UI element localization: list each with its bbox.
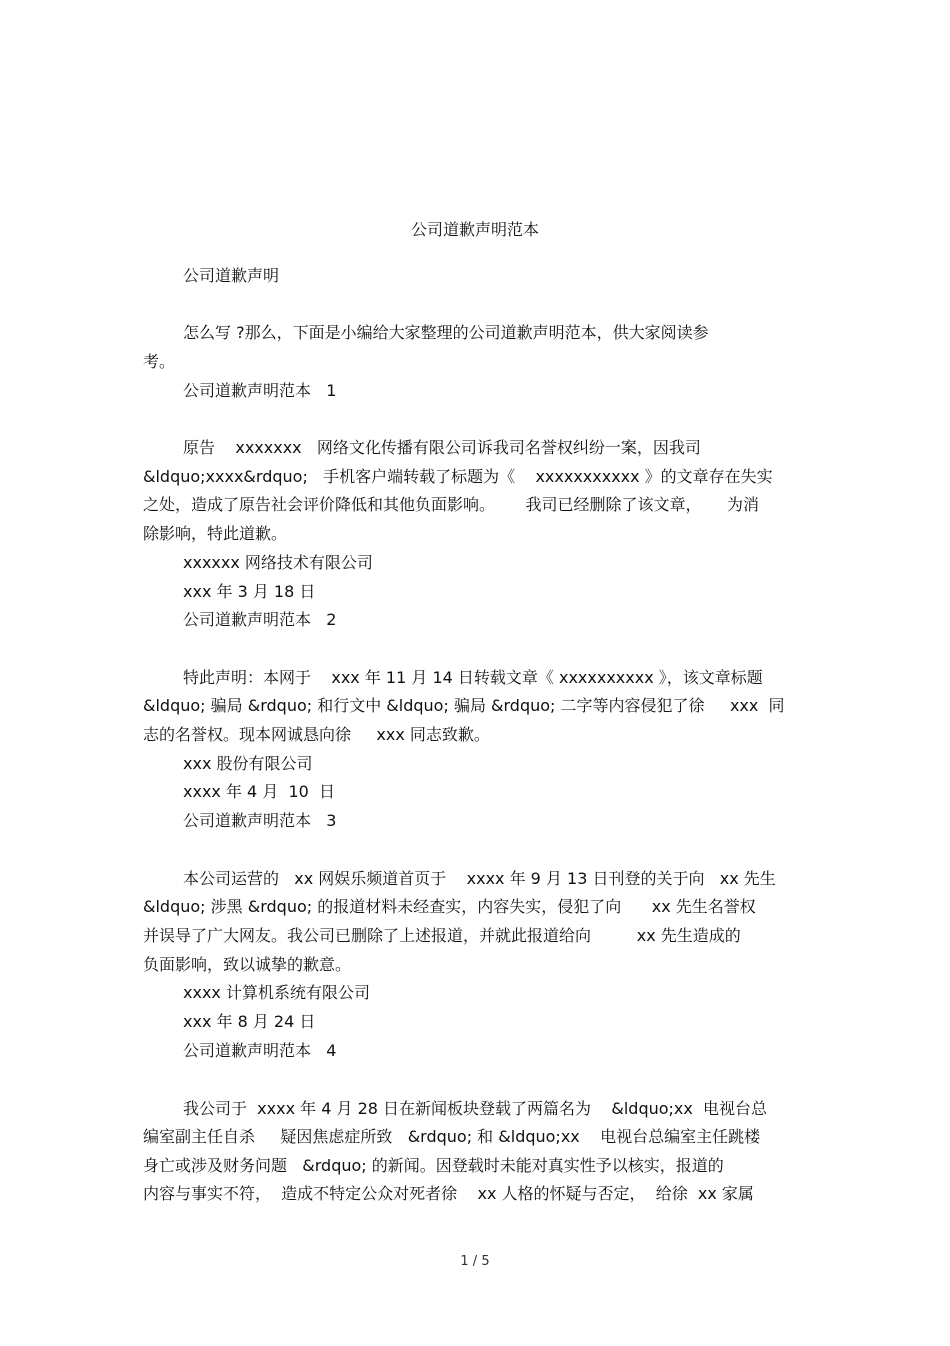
text-line: 并误导了广大网友。我公司已删除了上述报道，并就此报道给向 xx 先生造成的 — [143, 926, 741, 945]
section-heading: 公司道歉声明范本 1 — [183, 381, 337, 400]
text-line: 除影响，特此道歉。 — [143, 524, 288, 543]
text-line: 我公司于 xxxx 年 4 月 28 日在新闻板块登载了两篇名为 &ldquo;xx 电视台总 — [183, 1099, 768, 1118]
text-line: &ldquo; 骗局 &rdquo; 和行文中 &ldquo; 骗局 &rdquo; 二字等内容侵犯了徐 xxx 同 — [143, 696, 785, 715]
section-heading: 公司道歉声明范本 4 — [183, 1041, 337, 1060]
text-line: 志的名誉权。现本网诚恳向徐 xxx 同志致歉。 — [143, 725, 490, 744]
text-line: 怎么写 ?那么，下面是小编给大家整理的公司道歉声明范本，供大家阅读参 — [183, 323, 709, 342]
signature-company: xxx 股份有限公司 — [183, 754, 313, 773]
signature-company: xxxxxx 网络技术有限公司 — [183, 553, 373, 572]
signature-date: xxx 年 8 月 24 日 — [183, 1012, 316, 1031]
signature-date: xxx 年 3 月 18 日 — [183, 582, 316, 601]
text-line: 编室副主任自杀 疑因焦虑症所致 &rdquo; 和 &ldquo;xx 电视台总编室主任跳楼 — [143, 1127, 761, 1146]
text-line: 内容与事实不符， 造成不特定公众对死者徐 xx 人格的怀疑与否定， 给徐 xx 家属 — [143, 1184, 754, 1203]
text-line: 原告 xxxxxxx 网络文化传播有限公司诉我司名誉权纠纷一案，因我司 — [183, 438, 701, 457]
signature-company: xxxx 计算机系统有限公司 — [183, 983, 370, 1002]
text-line: 公司道歉声明 — [183, 266, 280, 285]
section-heading: 公司道歉声明范本 2 — [183, 610, 337, 629]
text-line: 本公司运营的 xx 网娱乐频道首页于 xxxx 年 9 月 13 日刊登的关于向 xx 先生 — [183, 869, 776, 888]
text-line: 考。 — [143, 352, 176, 371]
document-title: 公司道歉声明范本 — [410, 220, 539, 239]
text-line: &ldquo; 涉黑 &rdquo; 的报道材料未经查实，内容失实，侵犯了向 xx 先生名誉权 — [143, 897, 756, 916]
section-heading: 公司道歉声明范本 3 — [183, 811, 337, 830]
text-line: 特此声明：本网于 xxx 年 11 月 14 日转载文章《 xxxxxxxxxx 》，该文章标题 — [183, 668, 763, 687]
signature-date: xxxx 年 4 月 10 日 — [183, 782, 336, 801]
text-line: 负面影响，致以诚挚的歉意。 — [143, 955, 352, 974]
page-number: 1 / 5 — [460, 1254, 490, 1269]
text-line: &ldquo;xxxx&rdquo; 手机客户端转载了标题为《 xxxxxxxxxxx 》的文章存在失实 — [143, 467, 773, 486]
text-line: 身亡或涉及财务问题 &rdquo; 的新闻。因登载时未能对真实性予以核实，报道的 — [143, 1156, 724, 1175]
text-line: 之处，造成了原告社会评价降低和其他负面影响。 我司已经删除了该文章， 为消 — [143, 495, 759, 514]
